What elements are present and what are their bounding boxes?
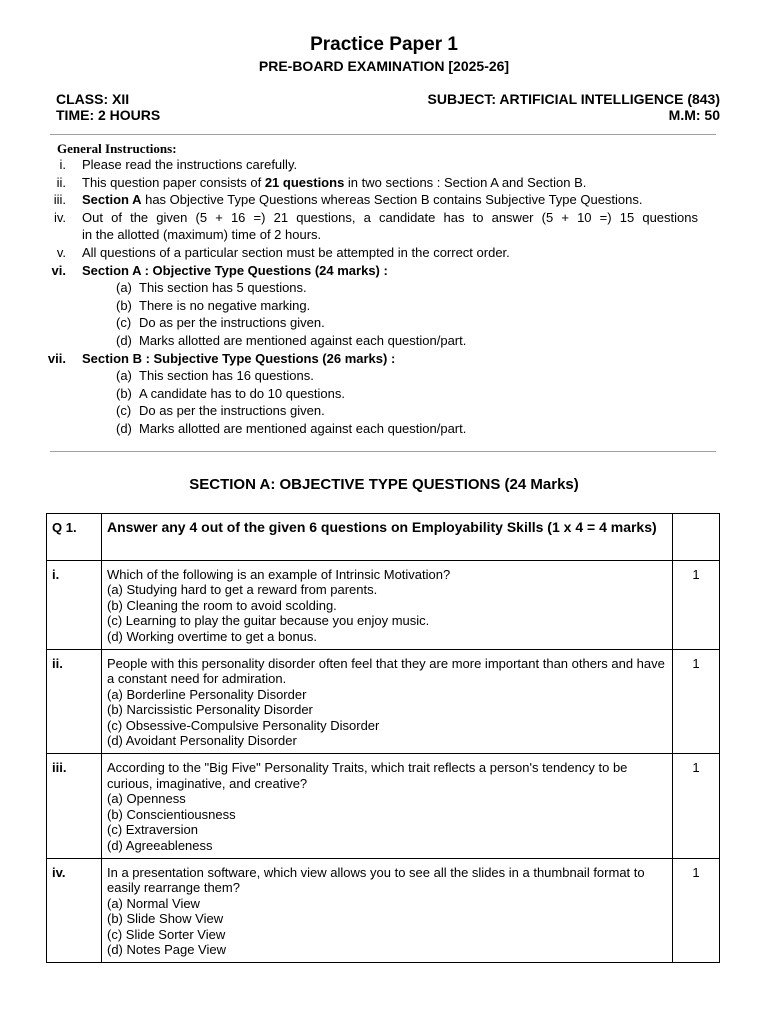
instruction-item (0, 174, 768, 192)
instruction-number: vii. (47, 350, 66, 366)
question-number: iii. (47, 754, 102, 858)
instruction-text: Please read the instructions carefully. (82, 157, 298, 172)
instruction-text: Section A has Objective Type Questions whereas Section B contains Subjective Type Questions. (82, 192, 643, 208)
sub-instruction: (a) This section has 5 questions. (116, 280, 307, 296)
section-a-instruction-heading: Section A : Objective Type Questions (24 marks) : (82, 262, 388, 278)
divider-bottom (50, 451, 716, 452)
table-row (47, 858, 720, 962)
instruction-text: All questions of a particular section must be attempted in the correct order. (82, 244, 510, 260)
instruction-text: Out of the given (5 + 16 =) 21 questions, a candidate has to answer (5 + 10 =) 15 questions in the allotted (maximum) time of 2 hours. (82, 209, 698, 243)
subject-label: SUBJECT: ARTIFICIAL INTELLIGENCE (843) (427, 91, 720, 107)
section-b-instruction-heading: Section B : Subjective Type Questions (26 marks) : (82, 350, 396, 366)
marks-cell: 1 (673, 650, 720, 754)
table-row (47, 754, 720, 858)
class-label: CLASS: XII (56, 91, 130, 107)
instruction-number: v. (56, 244, 66, 260)
marks-cell: 1 (673, 561, 720, 650)
exam-subtitle: PRE-BOARD EXAMINATION [2025-26] (258, 58, 510, 74)
option: (b) Conscientiousness (107, 806, 236, 822)
option: (c) Learning to play the guitar because you enjoy music. (107, 613, 430, 629)
sub-instruction: (d) Marks allotted are mentioned against each question/part. (116, 420, 467, 436)
question-number: Q 1. (47, 514, 102, 561)
option: (c) Slide Sorter View (107, 926, 226, 942)
question-number: iv. (47, 858, 102, 962)
paper-title: Practice Paper 1 (310, 34, 458, 55)
instruction-number: i. (59, 157, 66, 172)
option: (d) Notes Page View (107, 941, 226, 957)
option: (d) Agreeableness (107, 837, 213, 853)
max-marks-label: M.M: 50 (668, 107, 720, 123)
time-label: TIME: 2 HOURS (56, 107, 161, 123)
instruction-text: This question paper consists of 21 questions in two sections : Section A and Section B. (82, 174, 587, 190)
question-text: According to the "Big Five" Personality Traits, which trait reflects a person's tendency to be curious, imaginative, and creative? (107, 760, 628, 791)
instructions-title: General Instructions: (57, 141, 177, 156)
instruction-item (0, 156, 768, 174)
option: (b) Narcissistic Personality Disorder (107, 702, 313, 718)
table-row (47, 650, 720, 754)
table-row (47, 561, 720, 650)
instruction-item (0, 191, 768, 209)
question-text: In a presentation software, which view allows you to see all the slides in a thumbnail format to easily rearrange them? (107, 864, 645, 896)
question-body (102, 858, 673, 962)
option: (c) Obsessive-Compulsive Personality Disorder (107, 717, 380, 733)
section-a-heading: SECTION A: OBJECTIVE TYPE QUESTIONS (24 Marks) (189, 476, 579, 493)
question-number: ii. (47, 650, 102, 754)
option: (a) Normal View (107, 895, 200, 911)
instruction-number: vi. (51, 262, 66, 278)
marks-cell: 1 (673, 858, 720, 962)
questions-table (46, 513, 720, 963)
question-instruction: Answer any 4 out of the given 6 questions on Employability Skills (1 x 4 = 4 marks) (102, 514, 673, 561)
question-text: Which of the following is an example of Intrinsic Motivation? (107, 567, 451, 582)
option: (a) Borderline Personality Disorder (107, 686, 307, 702)
option: (a) Openness (107, 791, 186, 807)
question-body (102, 650, 673, 754)
option: (a) Studying hard to get a reward from parents. (107, 582, 378, 598)
sub-instruction: (c) Do as per the instructions given. (116, 315, 325, 331)
instruction-item (0, 209, 768, 244)
instruction-item (0, 350, 768, 368)
instructions-list (0, 156, 768, 438)
marks-cell: 1 (673, 754, 720, 858)
sub-instruction: (d) Marks allotted are mentioned against each question/part. (116, 332, 467, 348)
instruction-item (0, 244, 768, 262)
instruction-number: iii. (53, 192, 66, 208)
question-text: People with this personality disorder often feel that they are more important than others and have a constant need for admiration. (107, 656, 665, 687)
marks-cell (673, 514, 720, 561)
question-body (102, 754, 673, 858)
instruction-item (0, 262, 768, 280)
instruction-number: iv. (53, 209, 66, 225)
option: (b) Cleaning the room to avoid scolding. (107, 597, 337, 613)
table-row (47, 514, 720, 561)
question-body (102, 561, 673, 650)
sub-instruction: (b) A candidate has to do 10 questions. (116, 385, 345, 401)
option: (c) Extraversion (107, 822, 199, 838)
option: (d) Working overtime to get a bonus. (107, 628, 318, 644)
divider-top (50, 134, 716, 135)
option: (b) Slide Show View (107, 911, 224, 927)
question-number: i. (47, 561, 102, 650)
sub-instruction: (a) This section has 16 questions. (116, 368, 314, 384)
option: (d) Avoidant Personality Disorder (107, 733, 297, 749)
sub-instruction: (b) There is no negative marking. (116, 297, 311, 313)
instruction-number: ii. (56, 174, 66, 190)
sub-instruction: (c) Do as per the instructions given. (116, 403, 325, 419)
